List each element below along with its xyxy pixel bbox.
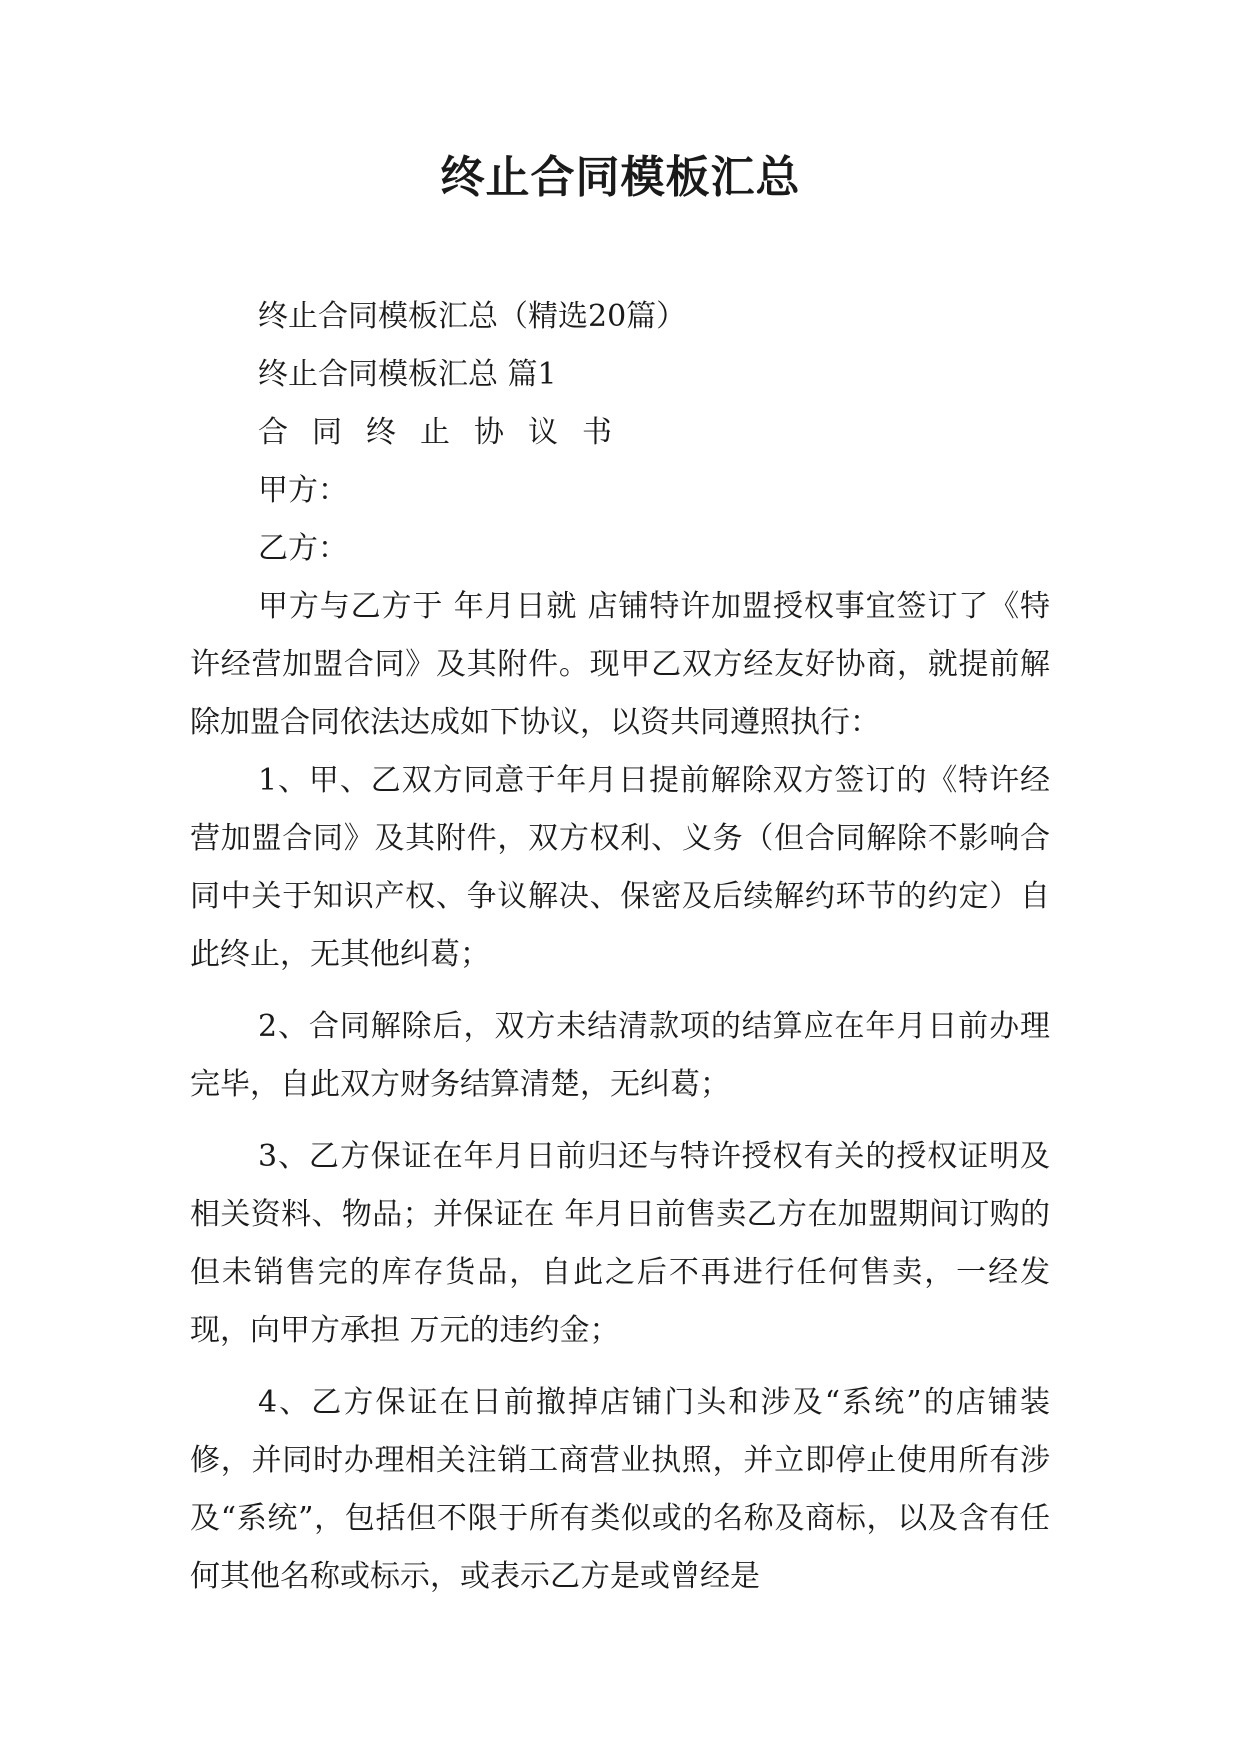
clause-3: 3、乙方保证在年月日前归还与特许授权有关的授权证明及相关资料、物品；并保证在 年月日前售卖乙方在加盟期间订购的但未销售完的库存货品，自此之后不再进行任何售卖，一经发现，向甲方承担 万元的违约金； bbox=[190, 1139, 1050, 1348]
subtitle-line: 终止合同模板汇总（精选20篇） bbox=[258, 299, 687, 334]
party-a-line: 甲方： bbox=[258, 473, 348, 508]
clause-4: 4、乙方保证在日前撤掉店铺门头和涉及“系统”的店铺装修，并同时办理相关注销工商营业执照，并立即停止使用所有涉及“系统”，包括但不限于所有类似或的名称及商标，以及含有任何其他名称或标示，或表示乙方是或曾经是 bbox=[190, 1385, 1050, 1594]
section-heading: 终止合同模板汇总 篇1 bbox=[258, 357, 557, 392]
preamble-paragraph: 甲方与乙方于 年月日就 店铺特许加盟授权事宜签订了《特许经营加盟合同》及其附件。现甲乙双方经友好协商，就提前解除加盟合同依法达成如下协议，以资共同遵照执行： bbox=[190, 589, 1050, 740]
clause-1: 1、甲、乙双方同意于年月日提前解除双方签订的《特许经营加盟合同》及其附件，双方权利、义务（但合同解除不影响合同中关于知识产权、争议解决、保密及后续解约环节的约定）自此终止，无其他纠葛； bbox=[190, 763, 1050, 972]
document-body bbox=[190, 288, 1050, 1606]
clause-2: 2、合同解除后，双方未结清款项的结算应在年月日前办理完毕，自此双方财务结算清楚，无纠葛； bbox=[190, 1009, 1050, 1102]
document-title: 终止合同模板汇总 bbox=[440, 152, 801, 203]
agreement-heading: 合同终止协议书 bbox=[258, 415, 636, 450]
party-b-line: 乙方： bbox=[258, 531, 348, 566]
